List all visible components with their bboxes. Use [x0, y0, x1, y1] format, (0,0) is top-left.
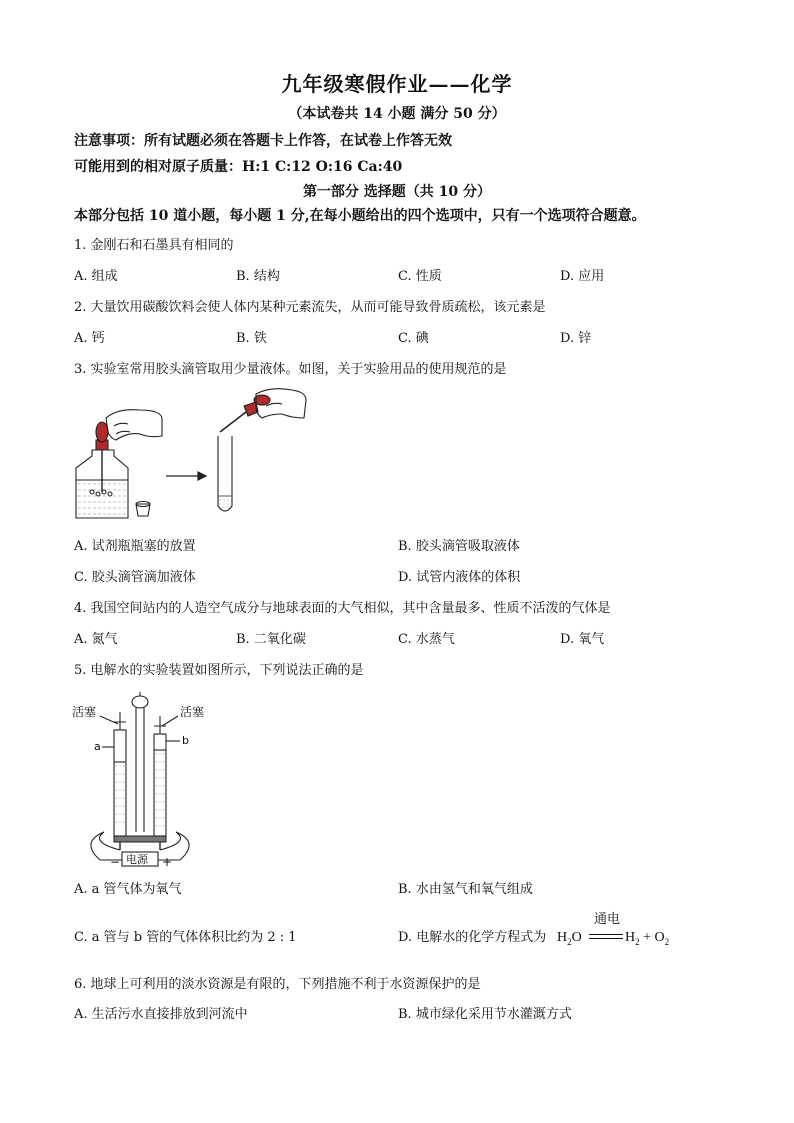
apparatus-drawing: [91, 692, 189, 866]
test-tube: [218, 436, 232, 511]
page-title: 九年级寒假作业——化学: [281, 72, 513, 96]
q3-option-d[interactable]: D. 试管内液体的体积: [398, 570, 521, 585]
eq-h2o-h: H: [557, 930, 568, 945]
plus-sign: +: [162, 855, 173, 868]
q3-option-a[interactable]: A. 试剂瓶瓶塞的放置: [74, 539, 196, 554]
eq-h2-sub: 2: [635, 936, 640, 947]
q4-option-b[interactable]: B. 二氧化碳: [236, 632, 306, 647]
q5-option-d[interactable]: D. 电解水的化学方程式为: [398, 930, 547, 945]
power-label: 电源: [126, 853, 148, 866]
eq-o2-sub: 2: [664, 936, 670, 947]
q5-option-b[interactable]: B. 水由氢气和氧气组成: [398, 882, 533, 897]
q5-option-a[interactable]: A. a 管气体为氧气: [74, 882, 182, 897]
question-6: 6. 地球上可利用的淡水资源是有限的，下列措施不利于水资源保护的是: [74, 977, 481, 992]
eq-o2: O: [654, 930, 665, 945]
arrow-icon: [166, 472, 206, 480]
q2-option-c[interactable]: C. 碘: [398, 331, 429, 346]
question-2: 2. 大量饮用碳酸饮料会使人体内某种元素流失，从而可能导致骨质疏松，该元素是: [74, 300, 546, 315]
q5-option-c[interactable]: C. a 管与 b 管的气体体积比约为 2 : 1: [74, 930, 297, 945]
section-title: 第一部分 选择题（共 10 分）: [302, 184, 492, 200]
eq-plus: +: [639, 930, 655, 945]
eq-h2: H: [625, 930, 636, 945]
q3-option-c[interactable]: C. 胶头滴管滴加液体: [74, 570, 196, 585]
right-valve-label: 活塞: [180, 705, 205, 719]
question-1: 1. 金刚石和石墨具有相同的: [74, 238, 234, 253]
eq-double-line: [589, 934, 623, 935]
eq-h2o-o: O: [571, 930, 582, 945]
question-4: 4. 我国空间站内的人造空气成分与地球表面的大气相似，其中含量最多、性质不活泼的气体是: [74, 601, 611, 616]
q2-option-d[interactable]: D. 锌: [560, 331, 592, 346]
eq-double-line-2: [589, 938, 623, 939]
q2-option-a[interactable]: A. 钙: [74, 331, 105, 346]
atomic-mass-text: 可能用到的相对原子质量：H:1 C:12 O:16 Ca:40: [74, 159, 403, 175]
minus-sign: −: [110, 855, 121, 868]
q3-option-b[interactable]: B. 胶头滴管吸取液体: [398, 539, 520, 554]
q1-option-c[interactable]: C. 性质: [398, 269, 442, 284]
q4-option-c[interactable]: C. 水蒸气: [398, 632, 455, 647]
eq-condition: 通电: [593, 912, 620, 927]
question-3: 3. 实验室常用胶头滴管取用少量液体。如图，关于实验用品的使用规范的是: [74, 362, 507, 377]
left-valve-label: 活塞: [72, 705, 97, 719]
q6-option-b[interactable]: B. 城市绿化采用节水灌溉方式: [398, 1007, 572, 1022]
q6-option-a[interactable]: A. 生活污水直接排放到河流中: [74, 1007, 248, 1022]
tube-a-label: a: [94, 740, 101, 753]
tube-b-label: b: [182, 734, 189, 747]
eq-h2o-sub: 2: [567, 936, 572, 947]
bottle-stopper: [136, 502, 150, 517]
left-hand: [106, 410, 162, 440]
q4-option-d[interactable]: D. 氧气: [560, 632, 605, 647]
page-subtitle: （本试卷共 14 小题 满分 50 分）: [288, 106, 506, 122]
dropper-experiment-figure: [70, 388, 310, 528]
dropper-above-tube: [220, 395, 270, 432]
q4-option-a[interactable]: A. 氮气: [74, 632, 118, 647]
q1-option-b[interactable]: B. 结构: [236, 269, 280, 284]
q1-option-d[interactable]: D. 应用: [560, 269, 605, 284]
q2-option-b[interactable]: B. 铁: [236, 331, 267, 346]
q1-option-a[interactable]: A. 组成: [74, 269, 118, 284]
electrolysis-apparatus-figure: [70, 692, 220, 868]
section-instruction: 本部分包括 10 道小题，每小题 1 分,在每小题给出的四个选项中，只有一个选项符合题意。: [74, 208, 646, 224]
notice-text: 注意事项：所有试题必须在答题卡上作答，在试卷上作答无效: [74, 133, 452, 149]
dropper-in-bottle: [96, 422, 108, 492]
question-5: 5. 电解水的实验装置如图所示，下列说法正确的是: [74, 663, 364, 678]
